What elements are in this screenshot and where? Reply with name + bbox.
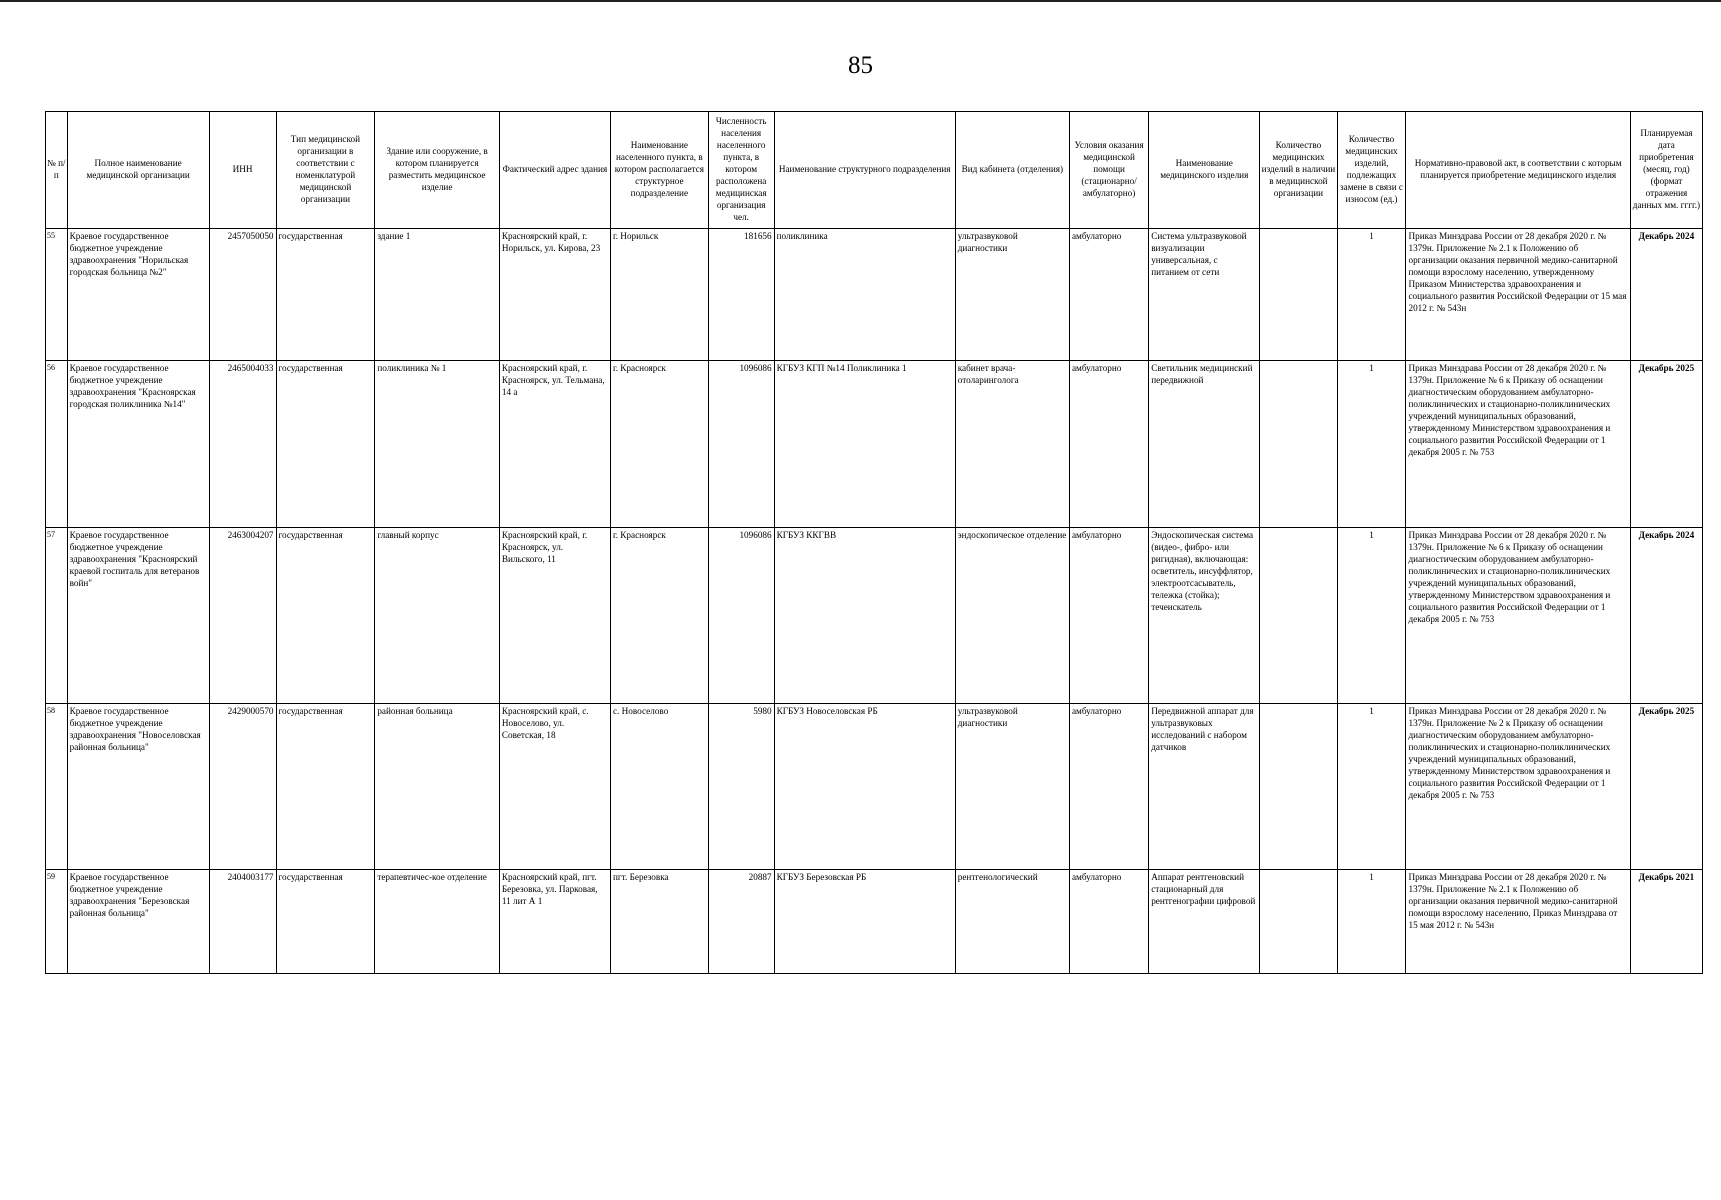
locality: г. Норильск <box>610 229 708 361</box>
inn: 2465004033 <box>209 361 276 528</box>
cabinet-type: кабинет врача-отоларинголога <box>955 361 1069 528</box>
page-number: 85 <box>848 52 873 79</box>
population: 5980 <box>708 704 774 870</box>
org-type: государственная <box>276 229 375 361</box>
population: 181656 <box>708 229 774 361</box>
care-conditions: амбулаторно <box>1069 704 1148 870</box>
replace-count: 1 <box>1337 870 1406 974</box>
table-row <box>46 870 1703 974</box>
row-number: 56 <box>46 361 68 528</box>
unit-name: КГБУЗ ККГВВ <box>774 528 955 704</box>
header-cell: Вид кабинета (отделения) <box>955 112 1069 229</box>
org-type: государственная <box>276 528 375 704</box>
table-row <box>46 361 1703 528</box>
scan-border-line <box>0 0 1721 2</box>
header-cell: Фактический адрес здания <box>499 112 610 229</box>
org-name: Краевое государственное бюджетное учреждение здравоохранения "Красноярская городская поликлиника №14" <box>67 361 209 528</box>
in-stock-count <box>1260 704 1337 870</box>
org-name: Краевое государственное бюджетное учреждение здравоохранения "Красноярский краевой госпиталь для ветеранов войн" <box>67 528 209 704</box>
care-conditions: амбулаторно <box>1069 361 1148 528</box>
building: районная больница <box>375 704 500 870</box>
legal-act: Приказ Минздрава России от 28 декабря 2020 г. № 1379н. Приложение № 2.1 к Положению об организации оказания первичной медико-санитарной помощи взрослому населению, утвержденному Приказом Министерства здравоохранения и социального развития Российской Федерации от 15 мая 2012 г. № 543н <box>1406 229 1630 361</box>
table-header-row <box>46 112 1703 229</box>
in-stock-count <box>1260 361 1337 528</box>
inn: 2404003177 <box>209 870 276 974</box>
header-cell: ИНН <box>209 112 276 229</box>
device-name: Система ультразвуковой визуализации универсальная, с питанием от сети <box>1149 229 1260 361</box>
header-cell: Наименование медицинского изделия <box>1149 112 1260 229</box>
header-cell: Количество медицинских изделий, подлежащих замене в связи с износом (ед.) <box>1337 112 1406 229</box>
row-number: 55 <box>46 229 68 361</box>
header-cell: Полное наименование медицинской организации <box>67 112 209 229</box>
header-cell: Наименование структурного подразделения <box>774 112 955 229</box>
header-cell: Нормативно-правовой акт, в соответствии с которым планируется приобретение медицинского изделия <box>1406 112 1630 229</box>
header-cell: Условия оказания медицинской помощи (стационарно/ амбулаторно) <box>1069 112 1148 229</box>
org-name: Краевое государственное бюджетное учреждение здравоохранения "Новоселовская районная больница" <box>67 704 209 870</box>
legal-act: Приказ Минздрава России от 28 декабря 2020 г. № 1379н. Приложение № 2.1 к Положению об организации оказания первичной медико-санитарной помощи взрослому населению, Приказ Минздрава от 15 мая 2012 г. № 543н <box>1406 870 1630 974</box>
in-stock-count <box>1260 870 1337 974</box>
org-type: государственная <box>276 870 375 974</box>
table-row <box>46 528 1703 704</box>
device-name: Светильник медицинский передвижной <box>1149 361 1260 528</box>
in-stock-count <box>1260 528 1337 704</box>
cabinet-type: рентгенологический <box>955 870 1069 974</box>
care-conditions: амбулаторно <box>1069 870 1148 974</box>
planned-date: Декабрь 2024 <box>1630 229 1702 361</box>
care-conditions: амбулаторно <box>1069 528 1148 704</box>
header-cell: № п/п <box>46 112 68 229</box>
planned-date: Декабрь 2021 <box>1630 870 1702 974</box>
inn: 2457050050 <box>209 229 276 361</box>
population: 1096086 <box>708 361 774 528</box>
address: Красноярский край, пгт. Березовка, ул. Парковая, 11 лит А 1 <box>499 870 610 974</box>
locality: г. Красноярск <box>610 528 708 704</box>
row-number: 59 <box>46 870 68 974</box>
header-cell: Наименование населенного пункта, в котором располагается структурное подразделение <box>610 112 708 229</box>
building: здание 1 <box>375 229 500 361</box>
device-name: Передвижной аппарат для ультразвуковых исследований с набором датчиков <box>1149 704 1260 870</box>
address: Красноярский край, г. Красноярск, ул. Тельмана, 14 а <box>499 361 610 528</box>
locality: г. Красноярск <box>610 361 708 528</box>
org-type: государственная <box>276 361 375 528</box>
device-name: Эндоскопическая система (видео-, фибро- или ригидная), включающая: осветитель, инсуффлятор, электроотсасыватель, тележка (стойка); течеискатель <box>1149 528 1260 704</box>
population: 20887 <box>708 870 774 974</box>
unit-name: КГБУЗ Новоселовская РБ <box>774 704 955 870</box>
address: Красноярский край, с. Новоселово, ул. Советская, 18 <box>499 704 610 870</box>
inn: 2463004207 <box>209 528 276 704</box>
unit-name: КГБУЗ Березовская РБ <box>774 870 955 974</box>
header-cell: Количество медицинских изделий в наличии в медицинской организации <box>1260 112 1337 229</box>
equipment-table <box>45 111 1703 974</box>
row-number: 57 <box>46 528 68 704</box>
replace-count: 1 <box>1337 361 1406 528</box>
cabinet-type: ультразвуковой диагностики <box>955 704 1069 870</box>
building: поликлиника № 1 <box>375 361 500 528</box>
building: терапевтичес-кое отделение <box>375 870 500 974</box>
legal-act: Приказ Минздрава России от 28 декабря 2020 г. № 1379н. Приложение № 2 к Приказу об оснащении диагностическим оборудованием амбулаторно-поликлинических и стационарно-поликлинических учреждений муниципальных образований, утвержденному Министерством здравоохранения и социального развития Российской Федерации от 1 декабря 2005 г. № 753 <box>1406 704 1630 870</box>
locality: с. Новоселово <box>610 704 708 870</box>
cabinet-type: ультразвуковой диагностики <box>955 229 1069 361</box>
org-type: государственная <box>276 704 375 870</box>
address: Красноярский край, г. Красноярск, ул. Вильского, 11 <box>499 528 610 704</box>
table-row <box>46 704 1703 870</box>
unit-name: КГБУЗ КГП №14 Поликлиника 1 <box>774 361 955 528</box>
header-cell: Тип медицинской организации в соответствии с номенклатурой медицинской организации <box>276 112 375 229</box>
legal-act: Приказ Минздрава России от 28 декабря 2020 г. № 1379н. Приложение № 6 к Приказу об оснащении диагностическим оборудованием амбулаторно-поликлинических и стационарно-поликлинических учреждений муниципальных образований, утвержденному Министерством здравоохранения и социального развития Российской Федерации от 1 декабря 2005 г. № 753 <box>1406 361 1630 528</box>
org-name: Краевое государственное бюджетное учреждение здравоохранения "Березовская районная больница" <box>67 870 209 974</box>
device-name: Аппарат рентгеновский стационарный для рентгенографии цифровой <box>1149 870 1260 974</box>
planned-date: Декабрь 2024 <box>1630 528 1702 704</box>
row-number: 58 <box>46 704 68 870</box>
unit-name: поликлиника <box>774 229 955 361</box>
legal-act: Приказ Минздрава России от 28 декабря 2020 г. № 1379н. Приложение № 6 к Приказу об оснащении диагностическим оборудованием амбулаторно-поликлинических и стационарно-поликлинических учреждений муниципальных образований, утвержденному Министерством здравоохранения и социального развития Российской Федерации от 1 декабря 2005 г. № 753 <box>1406 528 1630 704</box>
address: Красноярский край, г. Норильск, ул. Кирова, 23 <box>499 229 610 361</box>
building: главный корпус <box>375 528 500 704</box>
table-row <box>46 229 1703 361</box>
header-cell: Здание или сооружение, в котором планируется разместить медицинское изделие <box>375 112 500 229</box>
planned-date: Декабрь 2025 <box>1630 361 1702 528</box>
population: 1096086 <box>708 528 774 704</box>
inn: 2429000570 <box>209 704 276 870</box>
replace-count: 1 <box>1337 229 1406 361</box>
replace-count: 1 <box>1337 528 1406 704</box>
locality: пгт. Березовка <box>610 870 708 974</box>
org-name: Краевое государственное бюджетное учреждение здравоохранения "Норильская городская больница №2" <box>67 229 209 361</box>
header-cell: Планируемая дата приобретения (месяц, год) (формат отражения данных мм. гггг.) <box>1630 112 1702 229</box>
cabinet-type: эндоскопическое отделение <box>955 528 1069 704</box>
in-stock-count <box>1260 229 1337 361</box>
header-cell: Численность населения населенного пункта, в котором расположена медицинская организация чел. <box>708 112 774 229</box>
replace-count: 1 <box>1337 704 1406 870</box>
planned-date: Декабрь 2025 <box>1630 704 1702 870</box>
care-conditions: амбулаторно <box>1069 229 1148 361</box>
